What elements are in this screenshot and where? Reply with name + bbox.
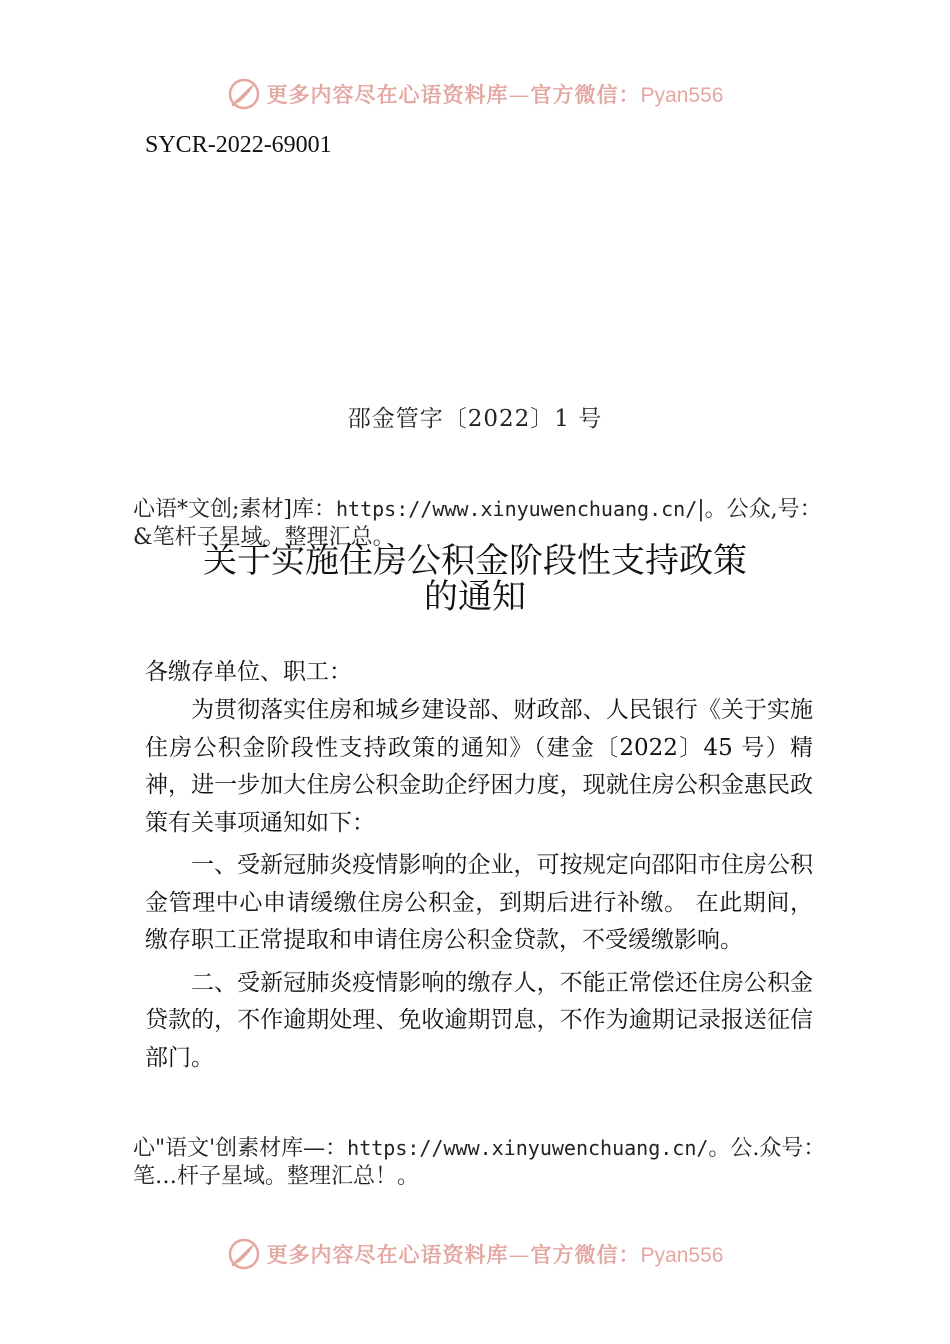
paragraph: 一、受新冠肺炎疫情影响的企业，可按规定向邵阳市住房公积金管理中心申请缓缴住房公积金，到期后进行补缴。 在此期间，缴存职工正常提取和申请住房公积金贷款，不受缓缴影响。 [145, 852, 813, 953]
watermark-text: 更多内容尽在心语资料库—官方微信：Pyan556 [266, 82, 724, 107]
document-number: 邵金管字〔2022〕1 号 [347, 406, 603, 432]
paragraph: 二、受新冠肺炎疫情影响的缴存人，不能正常偿还住房公积金贷款的，不作逾期处理、免收逾期罚息，不作为逾期记录报送征信部门。 [145, 969, 813, 1071]
watermark-banner-top [0, 72, 950, 116]
quill-logo-icon [227, 1237, 261, 1271]
title-line-2: 的通知 [424, 577, 526, 617]
watermark-banner-bottom [0, 1232, 950, 1276]
paragraph: 为贯彻落实住房和城乡建设部、财政部、人民银行《关于实施住房公积金阶段性支持政策的通知》（建金〔2022〕45 号）精神，进一步加大住房公积金助企纾困力度，现就住房公积金惠民政策有关事项通知如下： [145, 697, 813, 836]
promo-url: https://www.xinyuwenchuang.cn/ [347, 1136, 709, 1160]
watermark-text: 更多内容尽在心语资料库—官方微信：Pyan556 [266, 1242, 724, 1267]
promo-url: https://www.xinyuwenchuang.cn/ [336, 497, 698, 521]
salutation: 各缴存单位、职工： [145, 659, 352, 685]
promo-text-top: 心语*文创;素材]库：https://www.xinyuwenchuang.cn/|。公众,号：&笔杆子星域。整理汇总。 [133, 497, 822, 550]
promo-text-bottom: 心"语文'创素材库—：https://www.xinyuwenchuang.cn/。公.众号：笔…杆子星域。整理汇总！。 [133, 1136, 826, 1189]
body-text [145, 692, 813, 1082]
title-line-1: 关于实施住房公积金阶段性支持政策 [203, 541, 747, 581]
quill-logo-icon [227, 77, 261, 111]
document-code: SYCR-2022-69001 [145, 132, 332, 158]
document-title [0, 543, 950, 615]
